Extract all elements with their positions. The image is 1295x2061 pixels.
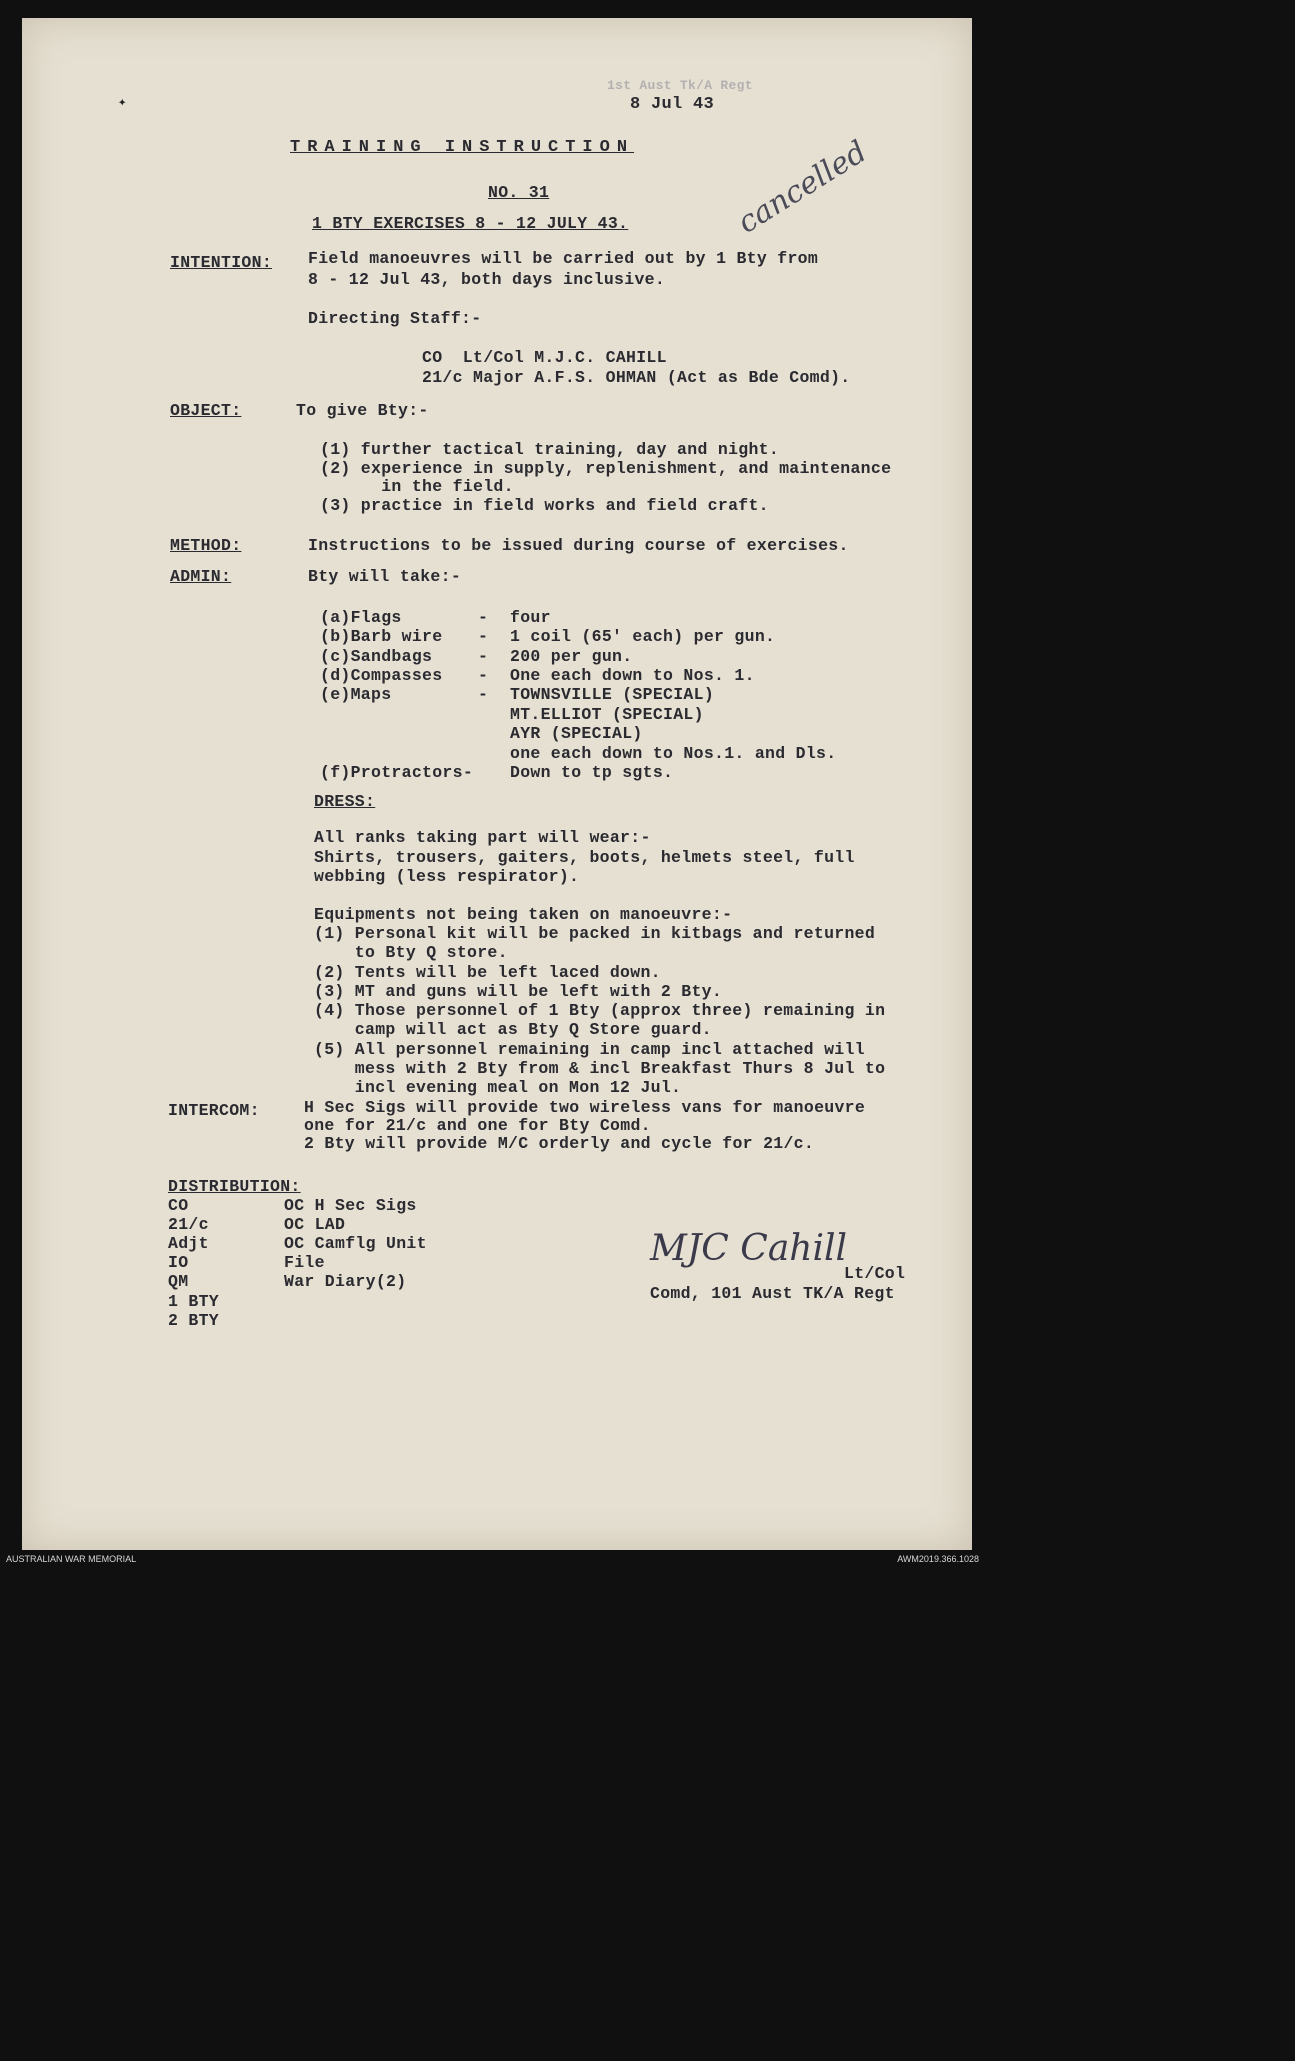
equipments-line: (4) Those personnel of 1 Bty (approx three) remaining in bbox=[314, 1001, 886, 1020]
stamp-unit: 1st Aust Tk/A Regt bbox=[607, 78, 753, 93]
admin-item-key: (c)Sandbags bbox=[320, 647, 433, 666]
distribution-item: War Diary(2) bbox=[284, 1272, 407, 1291]
admin-item-key: (b)Barb wire bbox=[320, 627, 443, 646]
signature-rank: Lt/Col bbox=[844, 1264, 906, 1283]
admin-item-dash: - bbox=[478, 685, 489, 704]
object-item: in the field. bbox=[320, 477, 514, 496]
equipments-line: (3) MT and guns will be left with 2 Bty. bbox=[314, 982, 723, 1001]
directing-staff: Directing Staff:- bbox=[308, 309, 482, 328]
equipments-line: (2) Tents will be left laced down. bbox=[314, 963, 661, 982]
distribution-item: 2 BTY bbox=[168, 1311, 220, 1330]
distribution-item: Adjt bbox=[168, 1234, 209, 1253]
admin-item-key: (f)Protractors- bbox=[320, 763, 474, 782]
admin-item-value: Down to tp sgts. bbox=[510, 763, 674, 782]
admin-item-value: 200 per gun. bbox=[510, 647, 633, 666]
admin-item-value: one each down to Nos.1. and Dls. bbox=[510, 744, 837, 763]
footer-accession-number: AWM2019.366.1028 bbox=[897, 1554, 979, 1564]
admin-label: ADMIN: bbox=[170, 567, 232, 586]
admin-intro: Bty will take:- bbox=[308, 567, 462, 586]
intercom-line: 2 Bty will provide M/C orderly and cycle for 21/c. bbox=[304, 1134, 815, 1153]
admin-item-dash: - bbox=[478, 627, 489, 646]
distribution-item: OC H Sec Sigs bbox=[284, 1196, 417, 1215]
equipments-line: camp will act as Bty Q Store guard. bbox=[314, 1020, 712, 1039]
equipments-line: (1) Personal kit will be packed in kitbags and returned bbox=[314, 924, 876, 943]
object-item: (1) further tactical training, day and night. bbox=[320, 440, 780, 459]
intention-label: INTENTION: bbox=[170, 253, 273, 272]
distribution-item: CO bbox=[168, 1196, 189, 1215]
intercom-label: INTERCOM: bbox=[168, 1101, 260, 1120]
distribution-label: DISTRIBUTION: bbox=[168, 1177, 301, 1196]
method-label: METHOD: bbox=[170, 536, 242, 555]
equipments-line: (5) All personnel remaining in camp incl attached will bbox=[314, 1040, 865, 1059]
handwritten-signature: MJC Cahill bbox=[650, 1228, 848, 1269]
admin-item-key: (e)Maps bbox=[320, 685, 392, 704]
equipments-intro: Equipments not being taken on manoeuvre:- bbox=[314, 905, 733, 924]
equipments-line: incl evening meal on Mon 12 Jul. bbox=[314, 1078, 682, 1097]
object-label: OBJECT: bbox=[170, 401, 242, 420]
distribution-item: QM bbox=[168, 1272, 189, 1291]
distribution-item: 21/c bbox=[168, 1215, 209, 1234]
signature-appointment: Comd, 101 Aust TK/A Regt bbox=[650, 1284, 895, 1303]
staff-line: CO Lt/Col M.J.C. CAHILL bbox=[422, 348, 667, 367]
admin-item-dash: - bbox=[478, 666, 489, 685]
intercom-line: H Sec Sigs will provide two wireless vans for manoeuvre bbox=[304, 1098, 866, 1117]
distribution-item: File bbox=[284, 1253, 325, 1272]
dress-line: Shirts, trousers, gaiters, boots, helmets steel, full bbox=[314, 848, 855, 867]
dress-line: webbing (less respirator). bbox=[314, 867, 580, 886]
admin-item-value: AYR (SPECIAL) bbox=[510, 724, 643, 743]
admin-item-value: TOWNSVILLE (SPECIAL) bbox=[510, 685, 715, 704]
distribution-item: IO bbox=[168, 1253, 189, 1272]
object-item: (2) experience in supply, replenishment, and maintenance bbox=[320, 459, 892, 478]
intention-line: 8 - 12 Jul 43, both days inclusive. bbox=[308, 270, 666, 289]
document-subtitle: 1 BTY EXERCISES 8 - 12 JULY 43. bbox=[312, 214, 629, 233]
document-page bbox=[22, 18, 972, 1550]
stamp-date: 8 Jul 43 bbox=[630, 95, 715, 114]
method-text: Instructions to be issued during course of exercises. bbox=[308, 536, 849, 555]
admin-item-dash: - bbox=[478, 647, 489, 666]
admin-item-value: MT.ELLIOT (SPECIAL) bbox=[510, 705, 704, 724]
dress-label: DRESS: bbox=[314, 792, 376, 811]
admin-item-key: (d)Compasses bbox=[320, 666, 443, 685]
admin-item-value: 1 coil (65' each) per gun. bbox=[510, 627, 776, 646]
object-item: (3) practice in field works and field craft. bbox=[320, 496, 769, 515]
admin-item-key: (a)Flags bbox=[320, 608, 402, 627]
dress-line: All ranks taking part will wear:- bbox=[314, 828, 651, 847]
document-title: TRAINING INSTRUCTION bbox=[290, 138, 635, 157]
object-intro: To give Bty:- bbox=[296, 401, 429, 420]
intention-line: Field manoeuvres will be carried out by 1 Bty from bbox=[308, 249, 819, 268]
admin-item-value: four bbox=[510, 608, 551, 627]
equipments-line: to Bty Q store. bbox=[314, 943, 508, 962]
distribution-item: OC LAD bbox=[284, 1215, 346, 1234]
footer-credit: AUSTRALIAN WAR MEMORIAL bbox=[6, 1554, 137, 1564]
admin-item-dash: - bbox=[478, 608, 489, 627]
ink-mark: ✦ bbox=[118, 95, 127, 111]
staff-line: 21/c Major A.F.S. OHMAN (Act as Bde Comd). bbox=[422, 368, 851, 387]
intercom-line: one for 21/c and one for Bty Comd. bbox=[304, 1116, 651, 1135]
equipments-line: mess with 2 Bty from & incl Breakfast Thurs 8 Jul to bbox=[314, 1059, 886, 1078]
document-number: NO. 31 bbox=[488, 183, 550, 202]
distribution-item: OC Camflg Unit bbox=[284, 1234, 427, 1253]
distribution-item: 1 BTY bbox=[168, 1292, 220, 1311]
admin-item-value: One each down to Nos. 1. bbox=[510, 666, 755, 685]
cancelled-annotation: cancelled bbox=[731, 134, 873, 241]
